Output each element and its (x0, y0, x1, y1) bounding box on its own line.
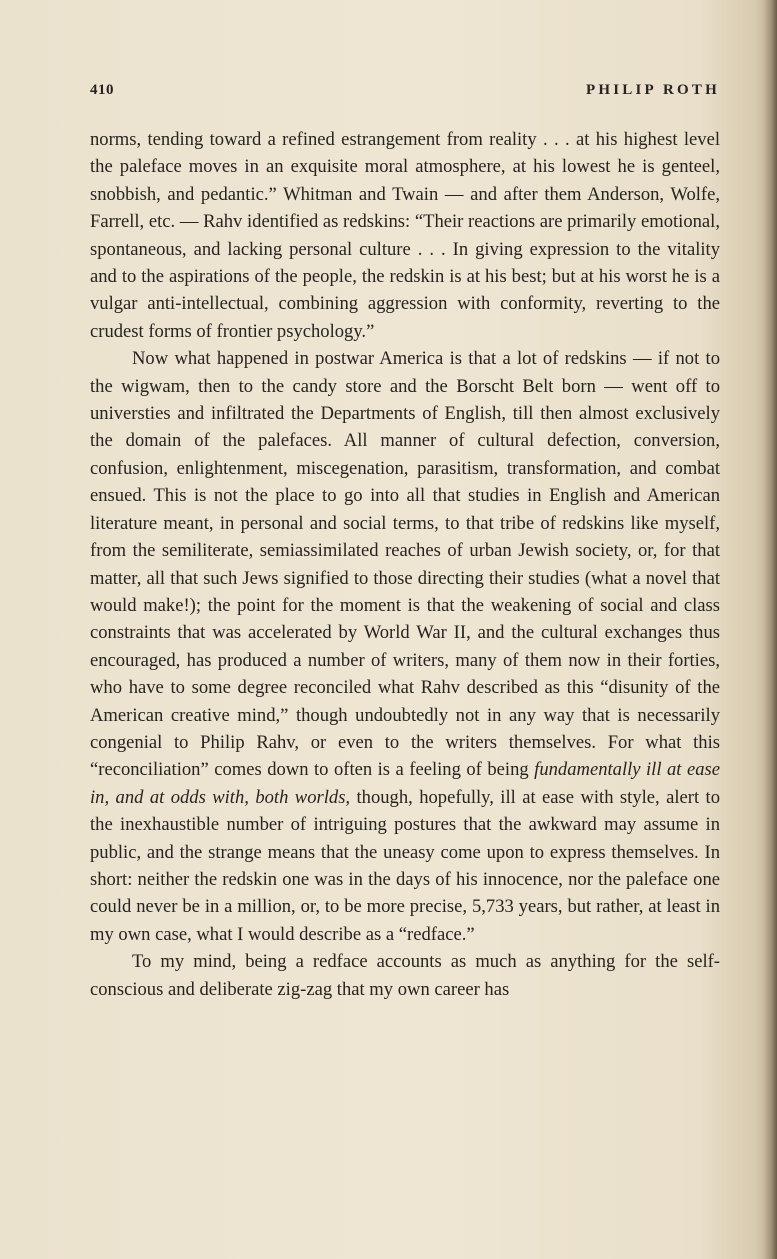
paragraph-redface: To my mind, being a redface accounts as much as anything for the self-conscious and deliberate zig-zag that my own career has (90, 951, 720, 1000)
paragraph-continued: norms, tending toward a refined estrangement from reality . . . at his highest level the paleface moves in an exquisite moral atmosphere, at his lowest he is genteel, snobbish, and pedantic.” Whitman and Twain — and after them Anderson, Wolfe, Farrell, etc. — Rahv identified as redskins: “Their reactions are primarily emotional, spontaneous, and lacking personal culture . . . In giving expression to the vitality and to the aspirations of the people, the redskin is at his best; but at his worst he is a vulgar anti-intellectual, combining aggression with conformity, reverting to the crudest forms of frontier psychology.” (90, 129, 720, 342)
page-binding-edge (763, 0, 777, 1259)
page-number: 410 (90, 82, 114, 98)
paragraph-text-before-italic: Now what happened in postwar America is that a lot of redskins — if not to the wigwam, then to the candy store and the Borscht Belt born — went off to universties and infiltrated the Departments of English, till then almost exclusively the domain of the palefaces. All manner of cultural defection, conversion, confusion, enlightenment, miscegenation, parasitism, transformation, and combat ensued. This is not the place to go into all that studies in English and American literature meant, in personal and social terms, to that tribe of redskins like myself, from the semiliterate, semiassimilated reaches of urban Jewish society, or, for that matter, all that such Jews signified to those directing their studies (what a novel that would make!); the point for the moment is that the weakening of social and class constraints that was accelerated by World War II, and the cultural exchanges thus encouraged, has produced a number of writers, many of them now in their forties, who have to some degree reconciled what Rahv described as this “disunity of the American creative mind,” though undoubtedly not in any way that is necessarily congenial to Philip Rahv, or even to the writers themselves. For what this “reconciliation” comes down to often is a feeling of being (90, 348, 720, 781)
running-head: PHILIP ROTH (586, 82, 720, 98)
page-header (90, 82, 720, 106)
italic-emphasis: fundamentally ill at ease in, and at odds with, both worlds, (90, 759, 720, 808)
body-text (90, 126, 720, 1003)
paragraph-text-after-italic: though, hopefully, ill at ease with style, alert to the inexhaustible number of intriguing postures that the awkward may assume in public, and the strange means that the uneasy come upon to express themselves. In short: neither the redskin one was in the days of his innocence, nor the paleface one could never be in a million, or, to be more precise, 5,733 years, but rather, at least in my own case, what I would describe as a “redface.” (90, 786, 721, 945)
paragraph-postwar-america (90, 345, 720, 948)
